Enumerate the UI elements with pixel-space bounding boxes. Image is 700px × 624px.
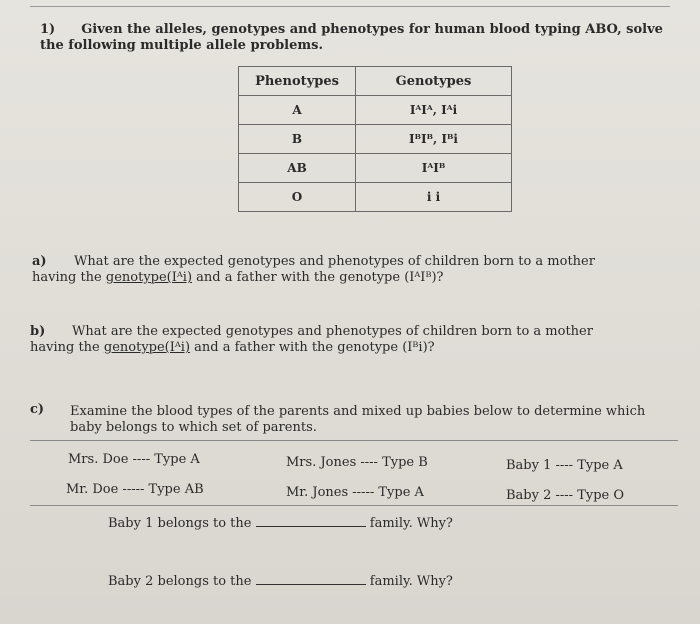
baby-2-type: Baby 2 ---- Type O: [506, 488, 625, 503]
table-row: [239, 183, 512, 212]
phenotype-cell: AB: [239, 154, 356, 183]
question-a-label: a): [32, 254, 47, 269]
question-a-line2-pre: having the: [32, 270, 106, 285]
question-b-line2-post: and a father with the genotype (Iᴮi)?: [190, 340, 435, 355]
genotype-cell: IᴮIᴮ, Iᴮi: [356, 125, 512, 154]
question-1-text: Given the alleles, genotypes and phenotypes for human blood typing ABO, solve the following multiple allele problems.: [40, 22, 663, 53]
question-c-label: c): [30, 402, 45, 417]
baby-1-answer-blank[interactable]: [256, 514, 366, 527]
question-b-mother-genotype: genotype(Iᴬi): [103, 340, 191, 355]
phenotype-cell: B: [239, 125, 356, 154]
baby-2-why: family. Why?: [369, 574, 453, 589]
blood-type-table: [238, 66, 512, 212]
baby-1-prompt: Baby 1 belongs to the: [108, 516, 252, 531]
table-row: [239, 154, 512, 183]
baby-2-prompt: Baby 2 belongs to the: [108, 574, 252, 589]
question-b-label: b): [30, 324, 46, 339]
grid-divider-top: [30, 440, 678, 441]
question-c-text: Examine the blood types of the parents and mixed up babies below to determine which baby belongs to which set of parents.: [70, 404, 646, 435]
genotype-cell: IᴬIᴮ: [356, 154, 512, 183]
baby-2-answer-blank[interactable]: [256, 572, 366, 585]
table-row: [239, 125, 512, 154]
baby-2-question: [108, 572, 453, 589]
phenotype-cell: O: [239, 183, 356, 212]
phenotypes-header: Phenotypes: [239, 67, 356, 96]
question-a-mother-genotype: genotype(Iᴬi): [105, 270, 193, 285]
question-a-line2-post: and a father with the genotype (IᴬIᴮ)?: [192, 270, 444, 285]
genotype-cell: IᴬIᴬ, Iᴬi: [356, 96, 512, 125]
top-divider: [30, 6, 670, 7]
mrs-doe-type: Mrs. Doe ---- Type A: [68, 452, 200, 467]
mr-doe-type: Mr. Doe ----- Type AB: [66, 482, 204, 497]
question-b-line2-pre: having the: [30, 340, 104, 355]
mrs-jones-type: Mrs. Jones ---- Type B: [286, 455, 428, 470]
question-1-number: 1): [40, 22, 56, 37]
question-a: [32, 254, 672, 286]
genotype-cell: i i: [356, 183, 512, 212]
grid-divider-bottom: [30, 505, 678, 506]
baby-1-question: [108, 514, 453, 531]
baby-1-why: family. Why?: [369, 516, 453, 531]
question-a-line1: What are the expected genotypes and phenotypes of children born to a mother: [74, 254, 595, 269]
question-b: [30, 324, 670, 356]
question-1: [40, 22, 680, 54]
baby-1-type: Baby 1 ---- Type A: [506, 458, 623, 473]
question-b-line1: What are the expected genotypes and phenotypes of children born to a mother: [72, 324, 593, 339]
genotypes-header: Genotypes: [356, 67, 512, 96]
table-header-row: [239, 67, 512, 96]
mr-jones-type: Mr. Jones ----- Type A: [286, 485, 424, 500]
phenotype-cell: A: [239, 96, 356, 125]
table-row: [239, 96, 512, 125]
